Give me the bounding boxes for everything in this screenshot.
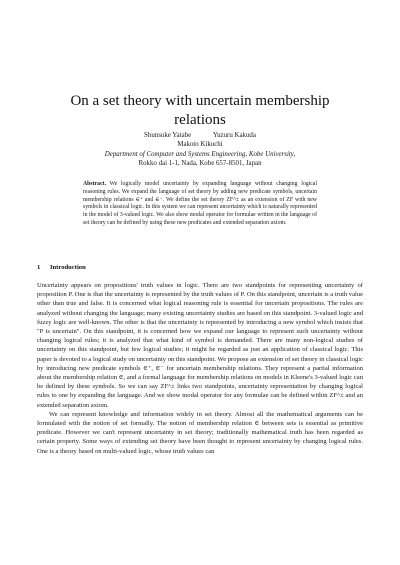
affiliation: Department of Computer and Systems Engineering, Kobe University,: [104, 150, 296, 158]
title-line-1: On a set theory with uncertain membership: [70, 93, 330, 109]
section-heading: [37, 264, 86, 271]
author-block: [40, 131, 360, 169]
author-row: [40, 131, 360, 140]
address: Rokko dai 1-1, Nada, Kobe 657-8501, Japan: [138, 160, 262, 168]
section-title: Introduction: [49, 264, 86, 271]
title-line-2: relations: [174, 112, 226, 128]
paper-title: [40, 92, 360, 130]
author-name: Makoto Kikuchi: [177, 141, 223, 149]
section-number: 1: [37, 264, 41, 271]
abstract-text: We logically model uncertainty by expanding language without changing logical reasoning rules. We expand the language of set theory by adding new predicate symbols, uncertain membership relations ∈⁺ and ∈⁻. We define the set theory ZF^± as an extension of ZF with new symbols in classical logic. In this system we can represent uncertainty which is naturally represented in the model of 3-valued logic. We also show modal operator for formulae written in the language of set theory can be defined by using these new predicates and extended separation axiom.: [83, 181, 317, 226]
abstract-label: Abstract.: [83, 181, 107, 187]
abstract: [83, 181, 317, 228]
paragraph: We can represent knowledge and information widely in set theory. Almost all the mathematical arguments can be formulated with the notion of set formally. The notion of membership relation ∈ between sets is essential as primitive predicate. However we can't represent uncertainty in set theory; traditionally mathematical truth has been regarded as certain property. Some ways of extending set theory have been thought to represent uncertainty by changing logical rules. One is a theory based on multi-valued logic, whose truth values can: [37, 410, 363, 455]
body-text: [37, 281, 363, 456]
author-name: Shunsuke Yatabe: [144, 132, 192, 139]
paragraph: Uncertainty appears on propositions' truth values in logic. There are two standpoints for representing uncertainty of proposition P. One is that the uncertainty is represented by the truth values of P. On this standpoint, uncertain is a truth value other than true and false. It is concerned what logical reasoning rule is essential for uncertain propositions. The rules are analyzed without changing the language; many existing uncertainty studies are based on this standpoint. 3-valued logic and fuzzy logic are well-known. The other is that the uncertainty is represented by introducing a new symbol which insists that "P is uncertain". On this standpoint, it is concerned how we expand our language to represent such uncertainty without changing logical rules; it is analyzed that what kind of symbol is demanded. There are many non-logical studies of uncertainty on this standpoint, but few logical studies; it might be regarded as just an application of classical logic. This paper is devoted to a logical study on uncertainty on this standpoint. We propose an extension of set theory in classical logic by introducing new predicate symbols ∈⁺, ∈⁻ for uncertain membership relations. They represent a partial information about the membership relation ∈, and a formal language for membership relations on models in Kleene's 3-valued logic can be defined by these symbols. So we can say ZF^± links two standpoints, uncertainty representation by changing logical rules to one by expanding the language. And we show modal operator for any formulae can be defined within ZF^± and an extended separation axiom.: [37, 282, 363, 409]
author-name: Yuzuru Kakuda: [212, 132, 256, 139]
